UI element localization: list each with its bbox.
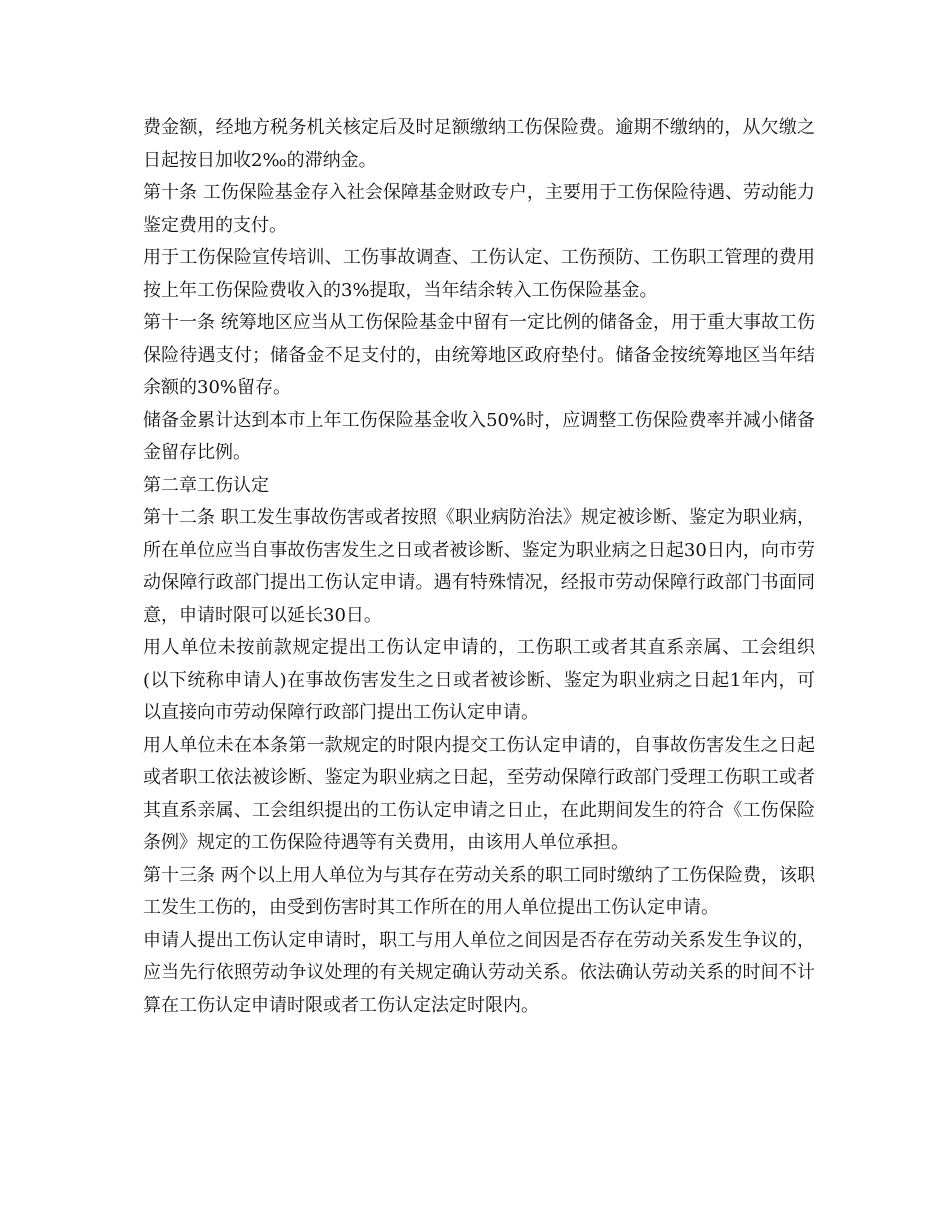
- paragraph-article-11-reserve: 储备金累计达到本市上年工伤保险基金收入50%时，应调整工伤保险费率并减小储备金留存比例。: [143, 409, 815, 463]
- document-body: [143, 112, 815, 1022]
- paragraph-article-13-dispute: 申请人提出工伤认定申请时，职工与用人单位之间因是否存在劳动关系发生争议的，应当先行依照劳动争议处理的有关规定确认劳动关系。依法确认劳动关系的时间不计算在工伤认定申请时限或者工伤认定法定时限内。: [143, 929, 815, 1016]
- paragraph-article-12-liability: 用人单位未在本条第一款规定的时限内提交工伤认定申请的，自事故伤害发生之日起或者职工依法被诊断、鉴定为职业病之日起，至劳动保障行政部门受理工伤职工或者其直系亲属、工会组织提出的工伤认定申请之日止，在此期间发生的符合《工伤保险条例》规定的工伤保险待遇等有关费用，由该用人单位承担。: [143, 734, 815, 853]
- chapter-heading: 第二章工伤认定: [143, 474, 269, 496]
- paragraph-article-12: 第十二条 职工发生事故伤害或者按照《职业病防治法》规定被诊断、鉴定为职业病，所在单位应当自事故伤害发生之日或者被诊断、鉴定为职业病之日起30日内，向市劳动保障行政部门提出工伤认定申请。遇有特殊情况，经报市劳动保障行政部门书面同意，申请时限可以延长30日。: [143, 507, 815, 626]
- paragraph-late-fee: 费金额，经地方税务机关核定后及时足额缴纳工伤保险费。逾期不缴纳的，从欠缴之日起按日加收2‰的滞纳金。: [143, 117, 815, 171]
- paragraph-article-10: 第十条 工伤保险基金存入社会保障基金财政专户，主要用于工伤保险待遇、劳动能力鉴定费用的支付。: [143, 182, 815, 236]
- paragraph-article-13: 第十三条 两个以上用人单位为与其存在劳动关系的职工同时缴纳了工伤保险费，该职工发生工伤的，由受到伤害时其工作所在的用人单位提出工伤认定申请。: [143, 864, 815, 918]
- paragraph-article-11: 第十一条 统筹地区应当从工伤保险基金中留有一定比例的储备金，用于重大事故工伤保险待遇支付；储备金不足支付的，由统筹地区政府垫付。储备金按统筹地区当年结余额的30%留存。: [143, 312, 815, 398]
- paragraph-article-12-applicant: 用人单位未按前款规定提出工伤认定申请的，工伤职工或者其直系亲属、工会组织(以下统称申请人)在事故伤害发生之日或者被诊断、鉴定为职业病之日起1年内，可以直接向市劳动保障行政部门提出工伤认定申请。: [143, 637, 815, 723]
- paragraph-article-10-expenses: 用于工伤保险宣传培训、工伤事故调查、工伤认定、工伤预防、工伤职工管理的费用按上年工伤保险费收入的3%提取，当年结余转入工伤保险基金。: [143, 247, 815, 301]
